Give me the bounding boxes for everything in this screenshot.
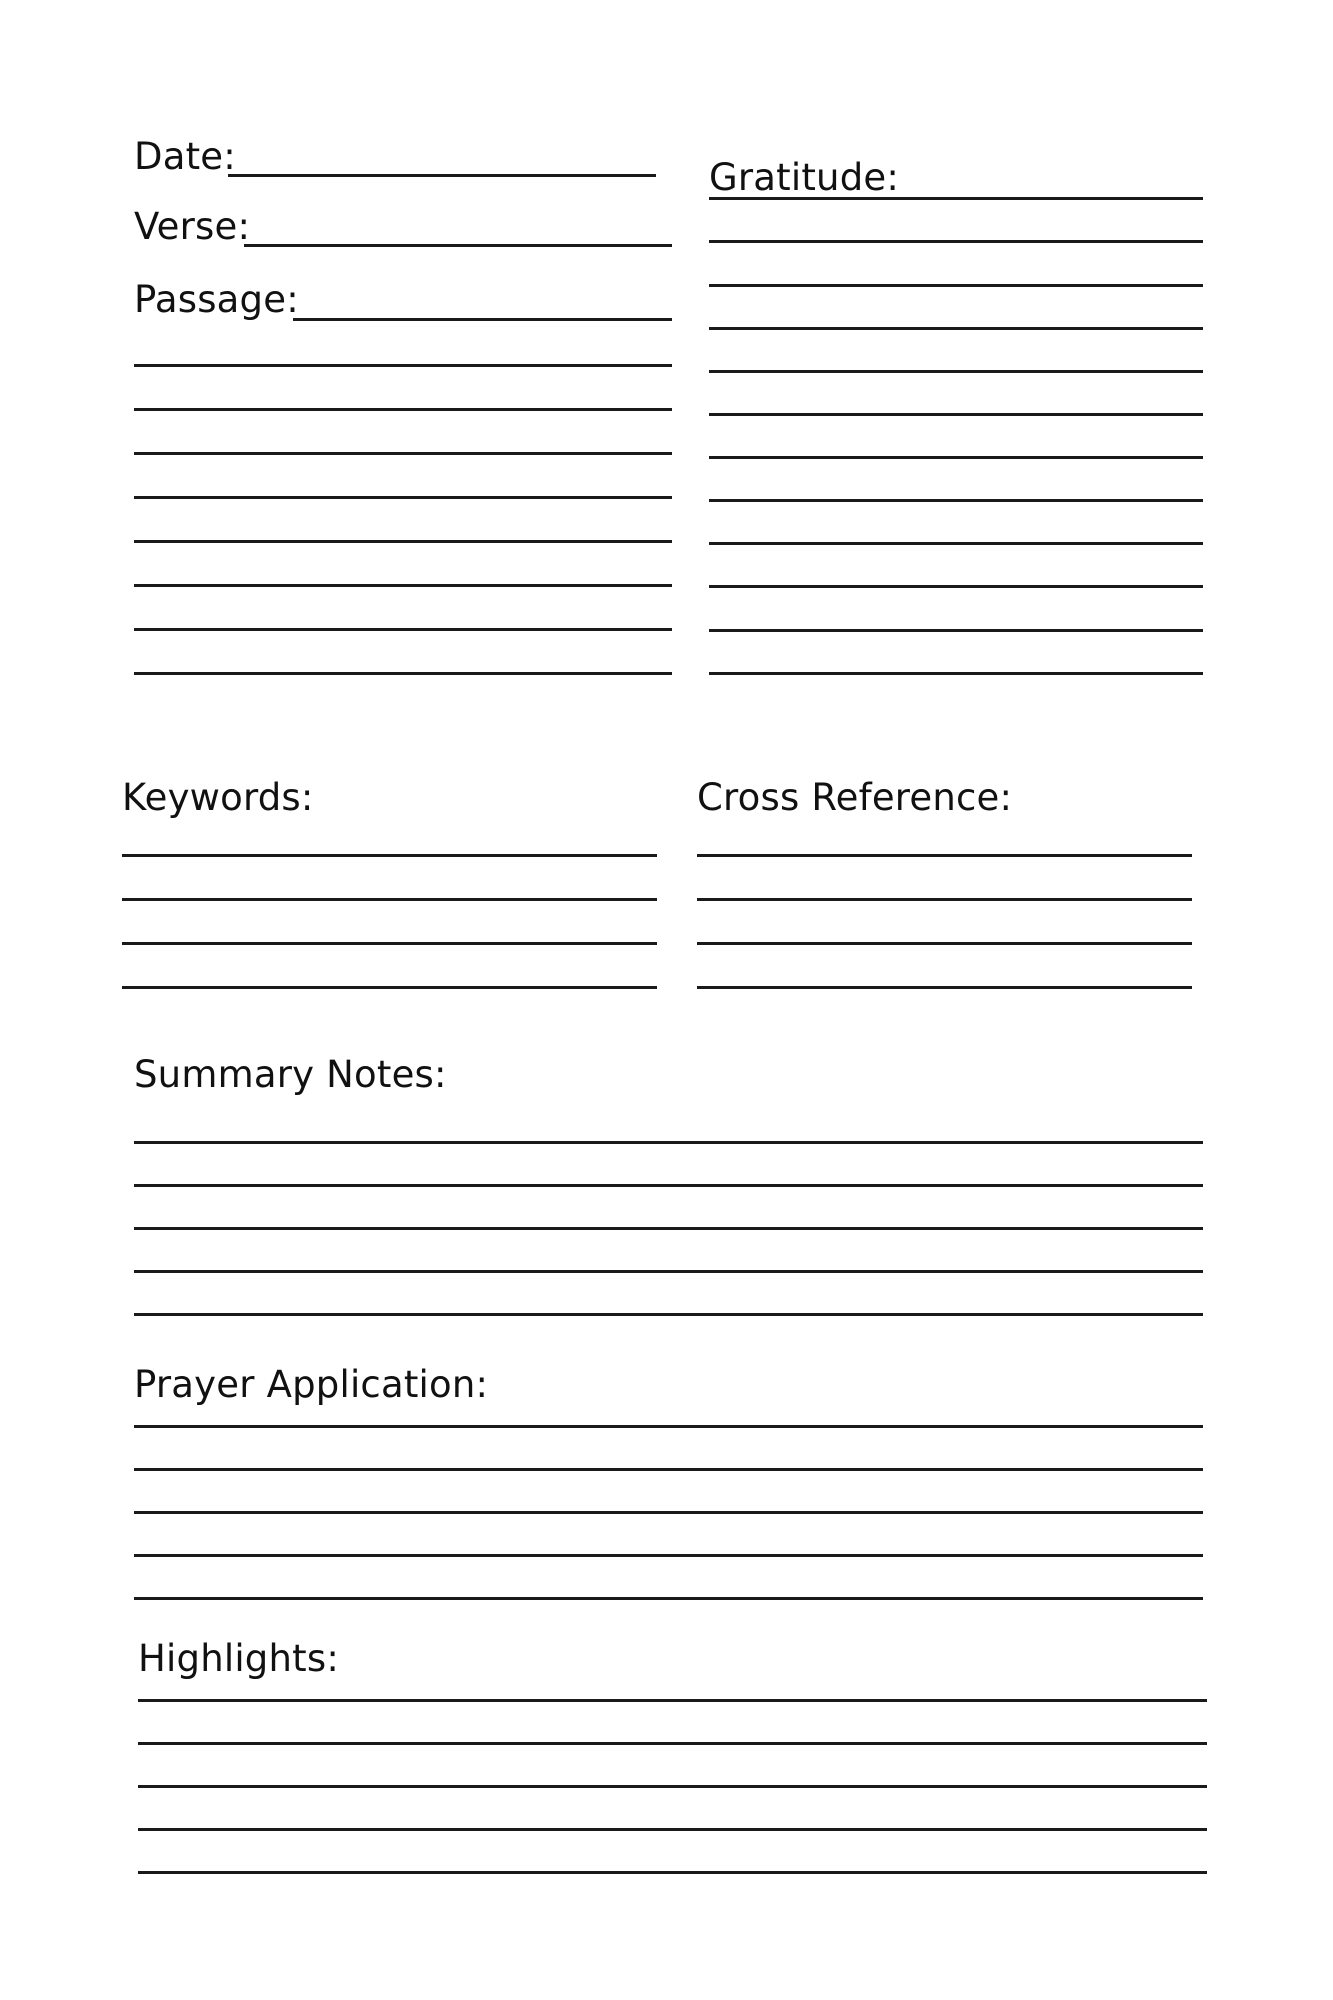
verse-label: Verse:: [134, 205, 251, 248]
gratitude-line[interactable]: [709, 197, 1203, 200]
gratitude-line[interactable]: [709, 327, 1203, 330]
highlights-line[interactable]: [138, 1785, 1207, 1788]
summary-notes-line[interactable]: [134, 1270, 1203, 1273]
gratitude-line[interactable]: [709, 370, 1203, 373]
summary-notes-line[interactable]: [134, 1227, 1203, 1230]
gratitude-line[interactable]: [709, 672, 1203, 675]
summary-notes-label: Summary Notes:: [134, 1053, 447, 1096]
gratitude-line[interactable]: [709, 284, 1203, 287]
highlights-label: Highlights:: [138, 1637, 339, 1680]
highlights-line[interactable]: [138, 1871, 1207, 1874]
summary-notes-line[interactable]: [134, 1141, 1203, 1144]
passage-line[interactable]: [134, 496, 672, 499]
keywords-label: Keywords:: [122, 776, 314, 819]
passage-line[interactable]: [134, 408, 672, 411]
cross-reference-line[interactable]: [697, 942, 1192, 945]
prayer-application-line[interactable]: [134, 1597, 1203, 1600]
gratitude-line[interactable]: [709, 542, 1203, 545]
cross-reference-line[interactable]: [697, 986, 1192, 989]
gratitude-line[interactable]: [709, 629, 1203, 632]
passage-write-line[interactable]: [293, 318, 672, 321]
prayer-application-label: Prayer Application:: [134, 1363, 489, 1406]
cross-reference-label: Cross Reference:: [697, 776, 1013, 819]
highlights-line[interactable]: [138, 1699, 1207, 1702]
summary-notes-line[interactable]: [134, 1313, 1203, 1316]
gratitude-line[interactable]: [709, 240, 1203, 243]
passage-label: Passage:: [134, 278, 299, 321]
date-write-line[interactable]: [228, 174, 656, 177]
gratitude-label: Gratitude:: [709, 156, 900, 199]
gratitude-line[interactable]: [709, 413, 1203, 416]
gratitude-line[interactable]: [709, 585, 1203, 588]
date-label: Date:: [134, 135, 236, 178]
prayer-application-line[interactable]: [134, 1554, 1203, 1557]
gratitude-line[interactable]: [709, 456, 1203, 459]
cross-reference-line[interactable]: [697, 854, 1192, 857]
gratitude-line[interactable]: [709, 499, 1203, 502]
passage-line[interactable]: [134, 540, 672, 543]
keywords-line[interactable]: [122, 942, 657, 945]
passage-line[interactable]: [134, 672, 672, 675]
keywords-line[interactable]: [122, 898, 657, 901]
keywords-line[interactable]: [122, 986, 657, 989]
passage-line[interactable]: [134, 628, 672, 631]
passage-line[interactable]: [134, 584, 672, 587]
highlights-line[interactable]: [138, 1742, 1207, 1745]
cross-reference-line[interactable]: [697, 898, 1192, 901]
summary-notes-line[interactable]: [134, 1184, 1203, 1187]
prayer-application-line[interactable]: [134, 1511, 1203, 1514]
passage-line[interactable]: [134, 364, 672, 367]
highlights-line[interactable]: [138, 1828, 1207, 1831]
keywords-line[interactable]: [122, 854, 657, 857]
verse-write-line[interactable]: [244, 244, 672, 247]
prayer-application-line[interactable]: [134, 1425, 1203, 1428]
passage-line[interactable]: [134, 452, 672, 455]
prayer-application-line[interactable]: [134, 1468, 1203, 1471]
